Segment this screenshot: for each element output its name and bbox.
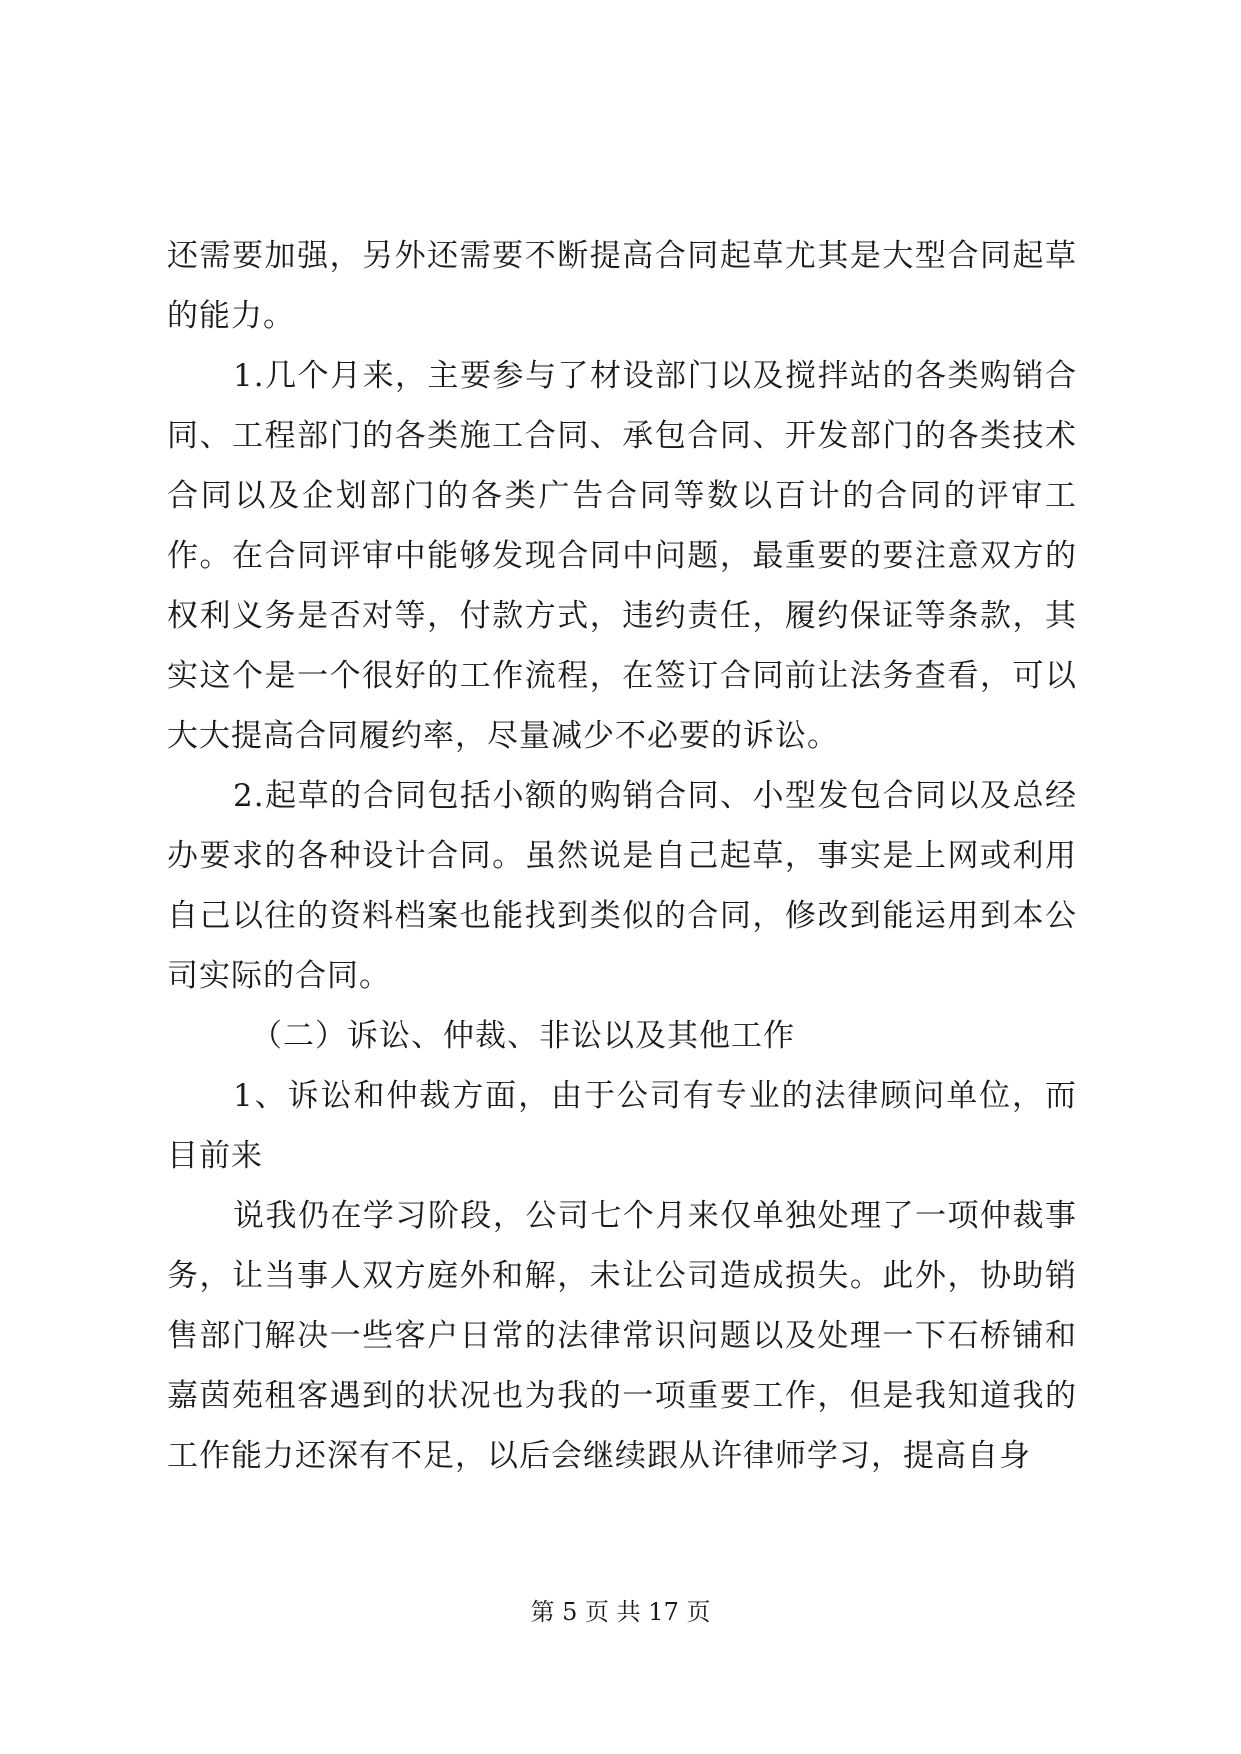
page-number-footer: 第 5 页 共 17 页 (530, 1598, 711, 1626)
section-heading: （二）诉讼、仲裁、非讼以及其他工作 (251, 1018, 795, 1054)
paragraph-contract-drafting: 2.起草的合同包括小额的购销合同、小型发包合同以及总经办要求的各种设计合同。虽然说是自己起草，事实是上网或利用自己以往的资料档案也能找到类似的合同，修改到能运用到本公司实际的合同。 (167, 778, 1077, 994)
paragraph-continuation: 还需要加强，另外还需要不断提高合同起草尤其是大型合同起草的能力。 (167, 238, 1077, 334)
body-text (167, 226, 1077, 1486)
paragraph-learning-stage: 说我仍在学习阶段，公司七个月来仅单独处理了一项仲裁事务，让当事人双方庭外和解，未让公司造成损失。此外，协助销售部门解决一些客户日常的法律常识问题以及处理一下石桥铺和嘉茵苑租客遇到的状况也为我的一项重要工作，但是我知道我的工作能力还深有不足，以后会继续跟从许律师学习，提高自身 (167, 1198, 1077, 1474)
paragraph-contract-review: 1.几个月来，主要参与了材设部门以及搅拌站的各类购销合同、工程部门的各类施工合同、承包合同、开发部门的各类技术合同以及企划部门的各类广告合同等数以百计的合同的评审工作。在合同评审中能够发现合同中问题，最重要的要注意双方的权利义务是否对等，付款方式，违约责任，履约保证等条款，其实这个是一个很好的工作流程，在签订合同前让法务查看，可以大大提高合同履约率，尽量减少不必要的诉讼。 (167, 358, 1077, 754)
paragraph-litigation: 1、诉讼和仲裁方面，由于公司有专业的法律顾问单位，而目前来 (167, 1078, 1077, 1174)
